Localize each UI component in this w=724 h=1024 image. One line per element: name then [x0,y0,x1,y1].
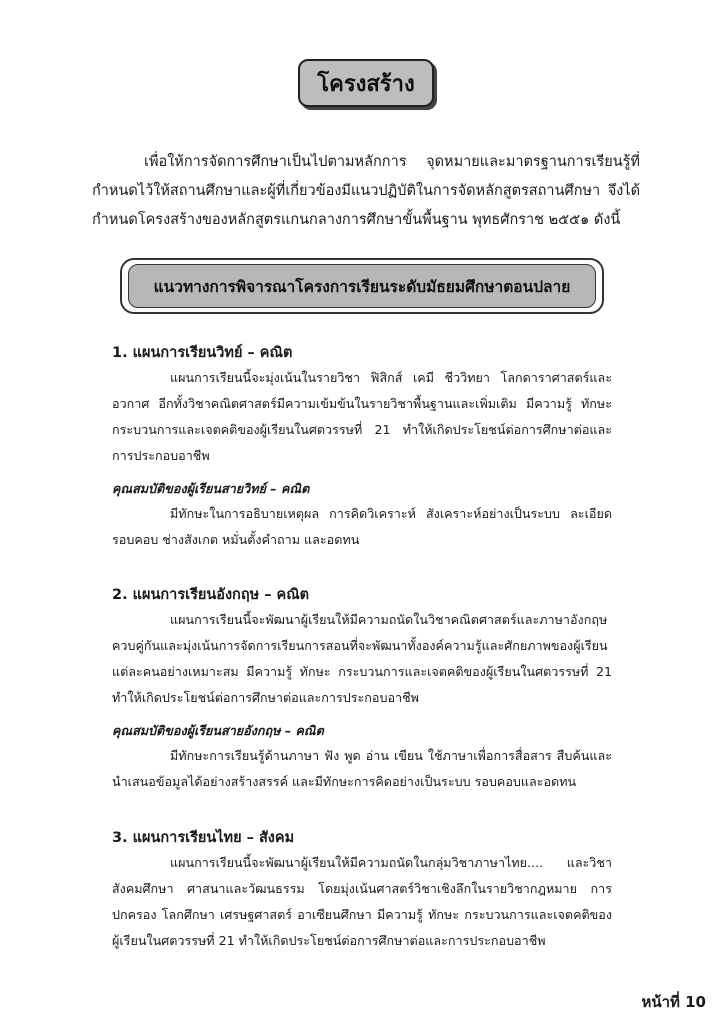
subheader-title [128,264,596,308]
page-title [298,59,434,107]
page-number: หน้าที่ 10 [641,993,706,1011]
attribute-heading: คุณสมบัติของผู้เรียนสายวิทย์ – คณิต [112,481,310,496]
intro-text: เพื่อให้การจัดการศึกษาเป็นไปตามหลักการ จุดหมายและมาตรฐานการเรียนรู้ที่กำหนดไว้ให้สถานศึกษาและผู้ที่เกี่ยวข้องมีแนวปฏิบัติในการจัดหลักสูตรสถานศึกษา จึงได้กำหนดโครงสร้างของหลักสูตรแกนกลางการศึกษาขั้นพื้นฐาน พุทธศักราช ๒๕๕๑ ดังนี้ [92,154,640,228]
section-english-math [112,583,612,795]
section-body-text: แผนการเรียนนี้จะพัฒนาผู้เรียนให้มีความถนัดในกลุ่มวิชาภาษาไทย.... และวิชาสังคมศึกษา ศาสนาและวัฒนธรรม โดยมุ่งเน้นศาสตร์วิชาเชิงลึกในรายวิชากฎหมาย การปกครอง โลกศึกษา เศรษฐศาสตร์ อาเซียนศึกษา มีความรู้ ทักษะ กระบวนการและเจตคติของผู้เรียนในศตวรรษที่ 21 ทำให้เกิดประโยชน์ต่อการศึกษาต่อและการประกอบอาชีพ [112,855,612,948]
section-body-text: แผนการเรียนนี้จะพัฒนาผู้เรียนให้มีความถนัดในวิชาคณิตศาสตร์และภาษาอังกฤษควบคู่กันและมุ่งเน้นการจัดการเรียนการสอนที่จะพัฒนาทั้งองค์ความรู้และศักยภาพของผู้เรียนแต่ละคนอย่างเหมาะสม มีความรู้ ทักษะ กระบวนการและเจตคติของผู้เรียนในศตวรรษที่ 21 ทำให้เกิดประโยชน์ต่อการศึกษาต่อและการประกอบอาชีพ [112,612,612,705]
section-heading: 2. แผนการเรียนอังกฤษ – คณิต [112,587,310,603]
attribute-body [112,743,612,795]
section-heading: 3. แผนการเรียนไทย – สังคม [112,830,295,846]
attribute-body [112,501,612,553]
section-body [112,365,612,469]
attribute-body-text: มีทักษะการเรียนรู้ด้านภาษา ฟัง พูด อ่าน เขียน ใช้ภาษาเพื่อการสื่อสาร สืบค้นและนำเสนอข้อมูลได้อย่างสร้างสรรค์ และมีทักษะการคิดอย่างเป็นระบบ รอบคอบและอดทน [112,748,612,789]
section-heading: 1. แผนการเรียนวิทย์ – คณิต [112,345,293,361]
section-science-math [112,341,612,553]
subheader-title-text: แนวทางการพิจารณาโครงการเรียนระดับมัธยมศึกษาตอนปลาย [153,277,571,296]
intro-paragraph [92,148,640,235]
attribute-body-text: มีทักษะในการอธิบายเหตุผล การคิดวิเคราะห์ สังเคราะห์อย่างเป็นระบบ ละเอียด รอบคอบ ช่างสังเกต หมั่นตั้งคำถาม และอดทน [112,506,612,547]
attribute-heading: คุณสมบัติของผู้เรียนสายอังกฤษ – คณิต [112,723,324,738]
section-body [112,607,612,711]
page-title-text: โครงสร้าง [317,71,415,97]
section-thai-social [112,826,612,954]
section-body-text: แผนการเรียนนี้จะมุ่งเน้นในรายวิชา ฟิสิกส์ เคมี ชีววิทยา โลกดาราศาสตร์และอวกาศ อีกทั้งวิชาคณิตศาสตร์มีความเข้มข้นในรายวิชาพื้นฐานและเพิ่มเติม มีความรู้ ทักษะ กระบวนการและเจตคติของผู้เรียนในศตวรรษที่ 21 ทำให้เกิดประโยชน์ต่อการศึกษาต่อและการประกอบอาชีพ [112,370,612,463]
section-body [112,850,612,954]
